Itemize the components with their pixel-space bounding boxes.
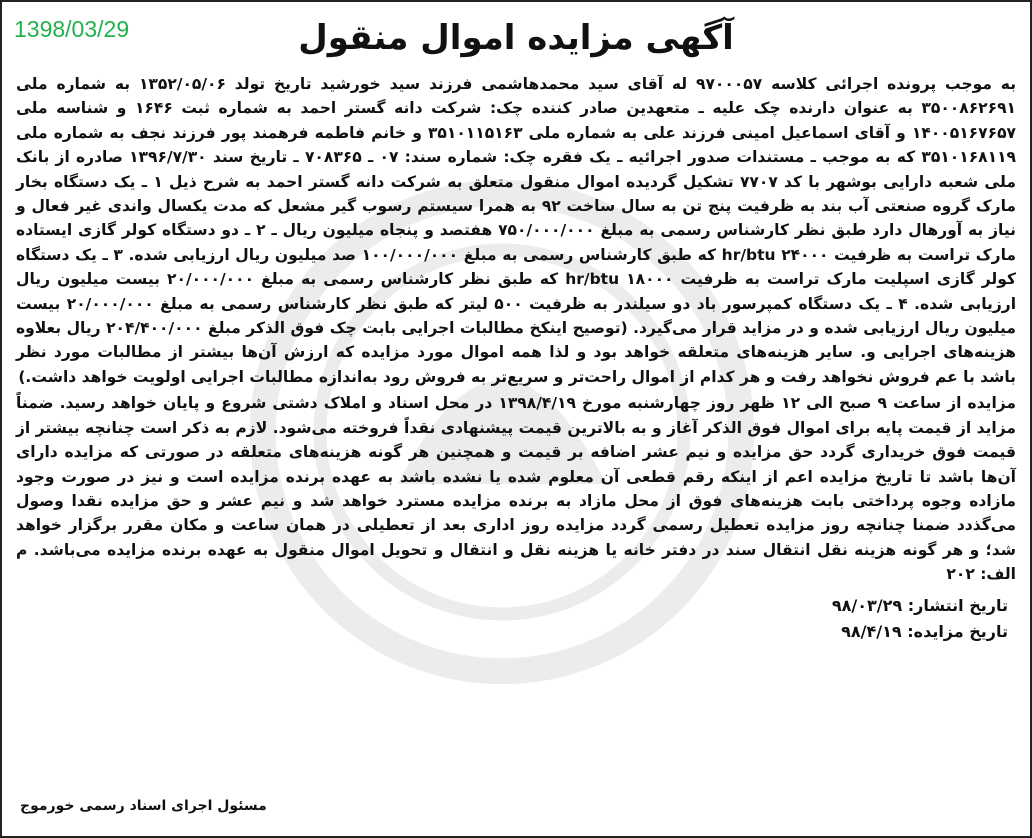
notice-body: [2, 66, 1030, 645]
notice-paragraph-2: مزایده از ساعت ۹ صبح الی ۱۲ ظهر روز چهارشنبه مورخ ۱۳۹۸/۴/۱۹ در محل اسناد و املاک دشتی شروع و پایان خواهد رسید. ضمناً مزاید از قیمت پایه برای اموال فوق الذکر آغاز و به بالاترین قیمت پیشنهادی نقداً فروخته می‌شود. لازم به ذکر است چنانچه بیشتر از قیمت فوق خریداری گردد حق مزایده و نیم عشر اضافه بر قیمت و همچنین هر گونه هزینه‌های متعلقه در صورتی که مزایده دارای آن‌ها باشد تا تاریخ مزایده اعم از اینکه رقم قطعی آن معلوم شده یا نشده باشد به عهده برنده مزایده است و نیز در صورت وجود مازاده وجوه پرداختی بابت هزینه‌های فوق از محل مازاد به برنده مزایده مسترد خواهد شد و نیم عشر و حق مزایده نقدا وصول می‌گذدد ضمنا چنانچه روز مزایده تعطیل رسمی گردد مزایده روز اداری بعد از تعطیلی در همان ساعت و مکان مقرر برگزار خواهد شد؛ و هر گونه هزینه نقل انتقال سند در دفتر خانه یا هزینه نقل و انتقال و تحویل اموال منقول به عهده برنده مزایده می‌باشد. م الف: ۲۰۲: [16, 394, 1016, 584]
publish-date: تاریخ انتشار: ۹۸/۰۳/۲۹: [831, 595, 1008, 615]
page-title: آگهی مزایده اموال منقول: [298, 18, 734, 58]
signer: مسئول اجرای اسناد رسمی خورموج: [20, 798, 267, 814]
date-stamp: 1398/03/29: [14, 16, 130, 42]
auction-date: تاریخ مزایده: ۹۸/۴/۱۹: [841, 621, 1008, 641]
dates-block: [16, 593, 1016, 645]
notice-paragraph-1: به موجب پرونده اجرائی کلاسه ۹۷۰۰۰۵۷ له آقای سید محمدهاشمی فرزند سید خورشید تاریخ تولد ۱۳۵۲/۰۵/۰۶ به شماره ملی ۳۵۰۰۸۶۲۶۹۱ به عنوان دارنده چک علیه ـ متعهدین صادر کننده چک: شرکت دانه گستر احمد به شماره ثبت ۱۶۴۶ و شناسه ملی ۱۴۰۰۵۱۶۷۶۵۷ و آقای اسماعیل امینی فرزند علی به شماره ملی ۳۵۱۰۱۱۵۱۶۳ و خانم فاطمه فرهمند پور فرزند نجف به شماره ملی ۳۵۱۰۱۶۸۱۱۹ که به موجب ـ مستندات صدور اجرائیه ـ یک فقره چک: شماره سند: ۰۷ ـ ۷۰۸۳۶۵ ـ تاریخ سند ۱۳۹۶/۷/۳۰ صادره از بانک ملی شعبه دارایی بوشهر با کد ۷۷۰۷ تشکیل گردیده اموال منقول متعلق به شرکت دانه گستر احمد به شرح ذیل ۱ ـ یک دستگاه بخار مارک گروه صنعتی آب بند به ظرفیت پنج تن به سال ساخت ۹۲ به همرا سیستم رسوب گیر مشعل که مدت یکسال واندی غیر فعال و نیاز به آورهال دارد طبق نظر کارشناس رسمی به مبلغ ۷۵۰/۰۰۰/۰۰۰ هفتصد و پنجاه میلیون ریال ـ ۲ ـ دو دستگاه کولر گازی ایستاده مارک تراست به ظرفیت ۲۴۰۰۰ hr/btu که طبق کارشناس رسمی به مبلغ ۱۰۰/۰۰۰/۰۰۰ صد میلیون ریال ارزیابی شده. ۳ ـ یک دستگاه کولر گازی اسپلیت مارک تراست به ظرفیت ۱۸۰۰۰ hr/btu که طبق نظر کارشناس رسمی به مبلغ ۲۰/۰۰۰/۰۰۰ بیست میلیون ریال ارزیابی شده. ۴ ـ یک دستگاه کمپرسور باد دو سیلندر به ظرفیت ۵۰۰ لیتر که طبق نظر کارشناس رسمی به مبلغ ۲۰/۰۰۰/۰۰۰ بیست میلیون ریال ارزیابی شده و در مزاید قرار می‌گیرد. (توصیح اینکخ مطالبات اجرایی بابت چک فوق الذکر مبلغ ۲۰۴/۴۰۰/۰۰۰ ریال بعلاوه هزینه‌های اجرایی و. سایر هزینه‌های متعلقه خواهد بود و لذا همه اموال مورد مزایده که ارزش آن‌ها بیشتر از مطالبات مورد نظر باشد با عم فروش نخواهد رفت و هر کدام از اموال راحت‌تر و سریع‌تر به فروش رود به‌اندازه مطالبات اجرایی اولویت خواهد داشت.): [16, 75, 1017, 386]
